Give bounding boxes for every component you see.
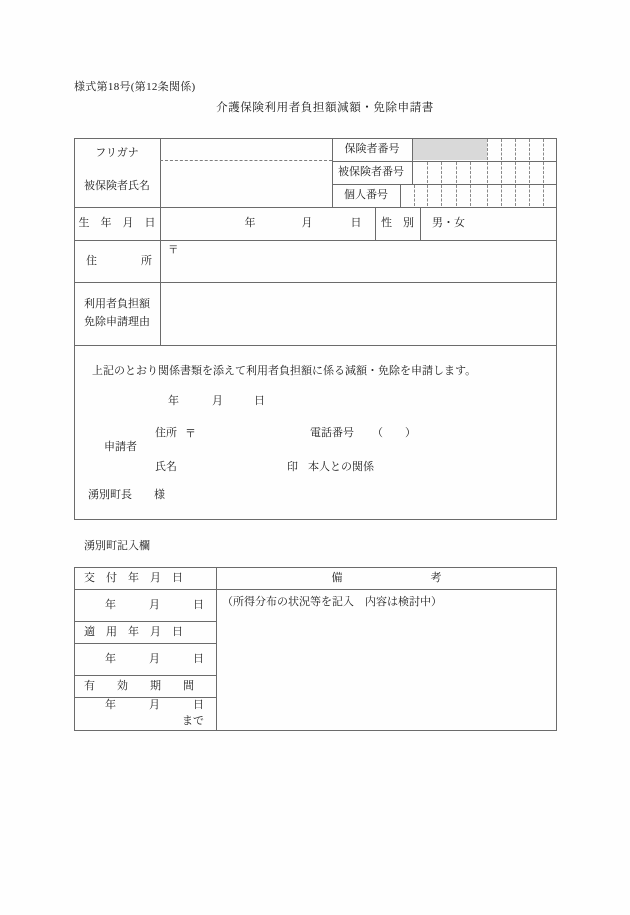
- insured-cell-divider: [487, 162, 488, 183]
- insurer-cell-divider: [501, 139, 502, 160]
- insured-name-label: 被保険者氏名: [84, 179, 150, 192]
- applicant-phone-parens[interactable]: （ ）: [372, 427, 416, 439]
- insured-cell-divider: [543, 162, 544, 183]
- personal-cell-divider: [441, 185, 442, 206]
- address-label: [74, 240, 160, 282]
- insurer-number-label: 保険者番号: [344, 143, 400, 156]
- personal-cell-divider: [487, 185, 488, 206]
- office-section-caption: 湧別町記入欄: [84, 540, 150, 552]
- insurer-cell-divider: [543, 139, 544, 160]
- insured-number-label: [332, 161, 412, 184]
- address-label-text: 住 所: [86, 254, 152, 267]
- birth-day-field[interactable]: 日: [350, 217, 362, 230]
- issue-date-value[interactable]: 年 月 日: [105, 598, 204, 611]
- furigana-label: フリガナ: [95, 146, 139, 159]
- personal-cell-divider: [543, 185, 544, 206]
- applicant-address-label: 住所: [155, 427, 177, 439]
- applicant-seal-label: 印: [287, 461, 298, 473]
- declaration-date-day[interactable]: 日: [254, 395, 265, 407]
- apply-date-value[interactable]: 年 月 日: [105, 652, 204, 665]
- valid-period-header: [78, 675, 212, 697]
- insured-cell-divider: [441, 162, 442, 183]
- rule-gender-options: [420, 207, 421, 240]
- insured-cell-divider: [470, 162, 471, 183]
- declaration-date-month[interactable]: 月: [212, 395, 223, 407]
- apply-date-header: [78, 621, 212, 643]
- reason-label: [74, 282, 160, 345]
- rule-reason-declaration: [74, 345, 557, 346]
- form-code: 様式第18号(第12条関係): [74, 81, 196, 93]
- applicant-relation-label: 本人との関係: [308, 461, 374, 473]
- gender-label: 性 別: [381, 217, 414, 230]
- insured-cell-divider: [529, 162, 530, 183]
- insured-cell-divider: [456, 162, 457, 183]
- valid-period-value[interactable]: 年 月 日: [105, 699, 204, 712]
- applicant-phone-label: 電話番号: [310, 427, 354, 439]
- rule-office-columns: [216, 567, 217, 731]
- insurer-number-shaded-block: [413, 139, 487, 160]
- insurer-cell-divider: [529, 139, 530, 160]
- personal-cell-divider: [529, 185, 530, 206]
- personal-number-label: 個人番号: [344, 189, 388, 202]
- remarks-header: 備 考: [331, 571, 442, 584]
- insured-number-label-text: 被保険者番号: [338, 166, 404, 179]
- remarks-input[interactable]: [222, 616, 552, 726]
- furigana-input[interactable]: [161, 139, 331, 159]
- birthdate-label: 生 年 月 日: [78, 217, 156, 230]
- insurer-cell-divider: [515, 139, 516, 160]
- gender-options[interactable]: 男・女: [432, 217, 465, 230]
- personal-cell-divider: [456, 185, 457, 206]
- insured-cell-divider: [515, 162, 516, 183]
- applicant-name-label: 氏名: [155, 461, 177, 473]
- valid-period-header-text: 有 効 期 間: [84, 679, 194, 692]
- personal-cell-divider: [501, 185, 502, 206]
- birth-year-field[interactable]: 年: [244, 217, 256, 230]
- personal-cell-divider: [427, 185, 428, 206]
- applicant-label: 申請者: [104, 441, 137, 453]
- applicant-name-input[interactable]: [185, 454, 275, 472]
- remarks-note: （所得分布の状況等を記入 内容は検討中）: [222, 595, 442, 608]
- personal-cell-divider: [515, 185, 516, 206]
- insurer-cell-divider: [487, 139, 488, 160]
- personal-cell-divider: [470, 185, 471, 206]
- issue-date-header: [78, 567, 212, 589]
- reason-label-line2: 免除申請理由: [84, 315, 150, 328]
- rule-personal-label-cells: [400, 184, 401, 207]
- address-input[interactable]: [188, 243, 548, 279]
- declaration-statement: 上記のとおり関係書類を添えて利用者負担額に係る減額・免除を申請します。: [92, 365, 477, 377]
- declaration-date-year[interactable]: 年: [168, 395, 179, 407]
- applicant-address-input[interactable]: [200, 420, 300, 438]
- insured-cell-divider: [501, 162, 502, 183]
- apply-date-header-text: 適 用 年 月 日: [84, 625, 183, 638]
- reason-input[interactable]: [161, 282, 556, 345]
- address-postal-symbol: 〒: [168, 244, 179, 256]
- insured-cell-divider: [427, 162, 428, 183]
- birth-month-field[interactable]: 月: [301, 217, 313, 230]
- page-title: 介護保険利用者負担額減額・免除申請書: [216, 102, 434, 114]
- personal-cell-divider: [414, 185, 415, 206]
- applicant-postal-symbol: 〒: [185, 428, 196, 440]
- valid-period-suffix: まで: [182, 714, 204, 727]
- addressee: 湧別町長 様: [88, 489, 165, 501]
- issue-date-header-text: 交 付 年 月 日: [84, 571, 183, 584]
- insured-name-input[interactable]: [161, 161, 331, 206]
- reason-label-line1: 利用者負担額: [84, 298, 150, 311]
